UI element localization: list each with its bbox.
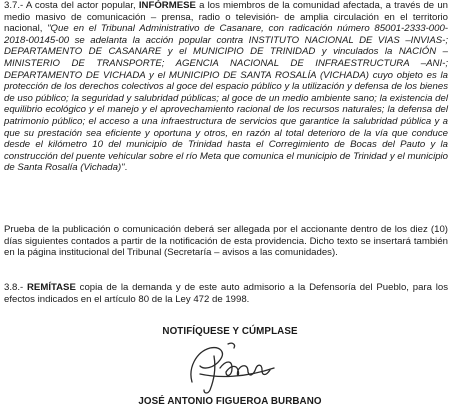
- informese-keyword: INFÓRMESE: [138, 0, 196, 11]
- closing-formula: NOTIFÍQUESE Y CÚMPLASE: [162, 326, 298, 337]
- paragraph-text: copia de la demanda y de este auto admisorio a la Defensoría del Pueblo, para los efectos indicados en el artículo 80 de la Ley 472 de 1998.: [4, 282, 448, 305]
- section-number: 3.7.- A costa del actor popular,: [4, 0, 139, 11]
- handwritten-signature: [170, 338, 290, 396]
- paragraph-end: .: [124, 162, 128, 174]
- remitase-keyword: REMÍTASE: [27, 282, 76, 293]
- paragraph-intro: a los miembros de la comunidad afectada, a través de un medio masivo de comunicación – prensa, radio o televisión- de amplia circulación en el territorio nacional,: [4, 0, 448, 35]
- notice-quote: "Que en el Tribunal Administrativo de Casanare, con radicación número 85001-2333-000-2018-00145-00 se adelanta la acción popular contra INSTITUTO NACIONAL DE VIAS –INVIAS-; DEPARTAMENTO DE CASANARE y el MUNICIPIO DE TRINIDAD y vinculados la NACIÓN – MINISTERIO DE TRANSPORTE; AGENCIA NACIONAL DE INFRAESTRUCTURA –ANI-; DEPARTAMENTO DE VICHADA y el MUNICIPIO DE SANTA ROSALÍA (VICHADA) cuyo objeto es la protección de los derechos colectivos al goce del espacio público y la utilización y defensa de los bienes de uso público; la seguridad y salubridad públicas; al goce de un medio ambiente sano; la existencia del equilibrio ecológico y el manejo y el aprovechamiento racional de los recursos naturales; la defensa del patrimonio público; el acceso a una infraestructura de servicios que garantice la salubridad pública y a que su prestación sea eficiente y oportuna y otros, en razón al total deterioro de la vía que conduce desde el kilómetro 10 del municipio de Trinidad hasta el Corregimiento de Bocas del Pauto y la construcción del puente vehicular sobre el río Meta que comunica el municipio de Trinidad y el municipio de Santa Rosalía (Vichada)": [4, 23, 448, 174]
- paragraph-publication-proof: Prueba de la publicación o comunicación deberá ser allegada por el accionante dentro de los diez (10) días siguientes contados a partir de la notificación de esta providencia. Dicho texto se insertará también en la página institucional del Tribunal (Secretaría – avisos a las comunidades).: [4, 224, 448, 259]
- section-number: 3.8.-: [4, 282, 27, 293]
- paragraph-3-7: [4, 0, 448, 174]
- signer-name: JOSÉ ANTONIO FIGUEROA BURBANO: [138, 396, 322, 407]
- paragraph-3-8: [4, 282, 448, 305]
